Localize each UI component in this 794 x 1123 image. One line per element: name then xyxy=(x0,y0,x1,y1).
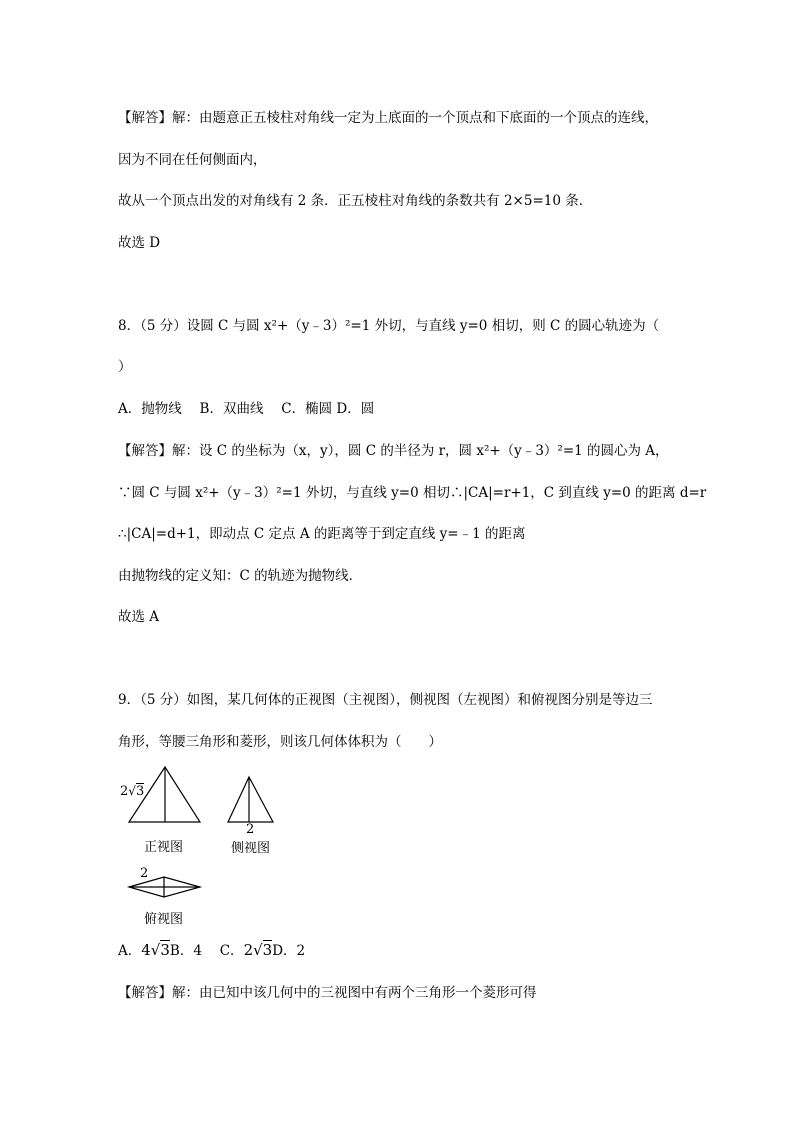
q9-stem-line-1: 9．（5 分）如图，某几何体的正视图（主视图），侧视图（左视图）和俯视图分别是等边三 xyxy=(118,692,653,708)
q7-answer-line-1: 【解答】解：由题意正五棱柱对角线一定为上底面的一个顶点和下底面的一个顶点的连线， xyxy=(118,110,658,126)
q8-answer-line-2: ∵圆 C 与圆 x²+（y﹣3）²=1 外切，与直线 y=0 相切∴|CA|=r+1，C 到直线 y=0 的距离 d=r xyxy=(118,485,707,501)
q9-option-d: D．2 xyxy=(272,943,306,959)
top-view-label: 俯视图 xyxy=(144,912,184,927)
q9-option-a-prefix: A． xyxy=(118,943,142,959)
side-view-width-label: 2 xyxy=(246,822,255,837)
q8-stem-line-2: ） xyxy=(118,359,132,375)
q9-option-c-rad: 3 xyxy=(262,941,273,959)
q8-answer-line-4: 由抛物线的定义知：C 的轨迹为抛物线． xyxy=(118,568,363,584)
q9-option-a-rad: 3 xyxy=(160,941,170,959)
side-view-triangle xyxy=(227,776,277,824)
q7-answer-line-2: 因为不同在任何侧面内， xyxy=(118,152,267,168)
q9-option-c-prefix: C． xyxy=(219,943,244,959)
q8-stem-line-1: 8．（5 分）设圆 C 与圆 x²+（y﹣3）²=1 外切，与直线 y=0 相切，则 C 的圆心轨迹为（ xyxy=(118,318,660,334)
q8-options: A．抛物线 B．双曲线 C．椭圆 D．圆 xyxy=(118,401,375,417)
top-view-width-label: 2 xyxy=(140,866,149,881)
q9-stem-line-2: 角形，等腰三角形和菱形，则该几何体体积为（ ） xyxy=(118,734,442,750)
q7-answer-line-3: 故从一个顶点出发的对角线有 2 条．正五棱柱对角线的条数共有 2×5=10 条． xyxy=(118,193,593,209)
q8-answer-line-1: 【解答】解：设 C 的坐标为（x，y），圆 C 的半径为 r，圆 x²+（y﹣3）²=1 的圆心为 A， xyxy=(118,443,669,459)
front-view-height-label: 2√3 xyxy=(120,784,145,799)
front-view-label: 正视图 xyxy=(144,840,184,855)
q9-answer-line-1: 【解答】解：由已知中该几何中的三视图中有两个三角形一个菱形可得 xyxy=(118,985,537,1001)
q9-options: A．4√3B．4 C．2√3D．2 xyxy=(118,941,306,959)
q9-option-a-coef: 4 xyxy=(141,941,151,959)
q9-option-b: B．4 xyxy=(169,943,202,959)
side-view-label: 侧视图 xyxy=(231,841,271,856)
q9-option-c-coef: 2 xyxy=(243,941,254,959)
q7-answer-line-4: 故选 D xyxy=(118,235,161,251)
q8-answer-line-5: 故选 A xyxy=(118,609,160,625)
q8-answer-line-3: ∴|CA|=d+1，即动点 C 定点 A 的距离等于到定直线 y=﹣1 的距离 xyxy=(118,526,526,542)
